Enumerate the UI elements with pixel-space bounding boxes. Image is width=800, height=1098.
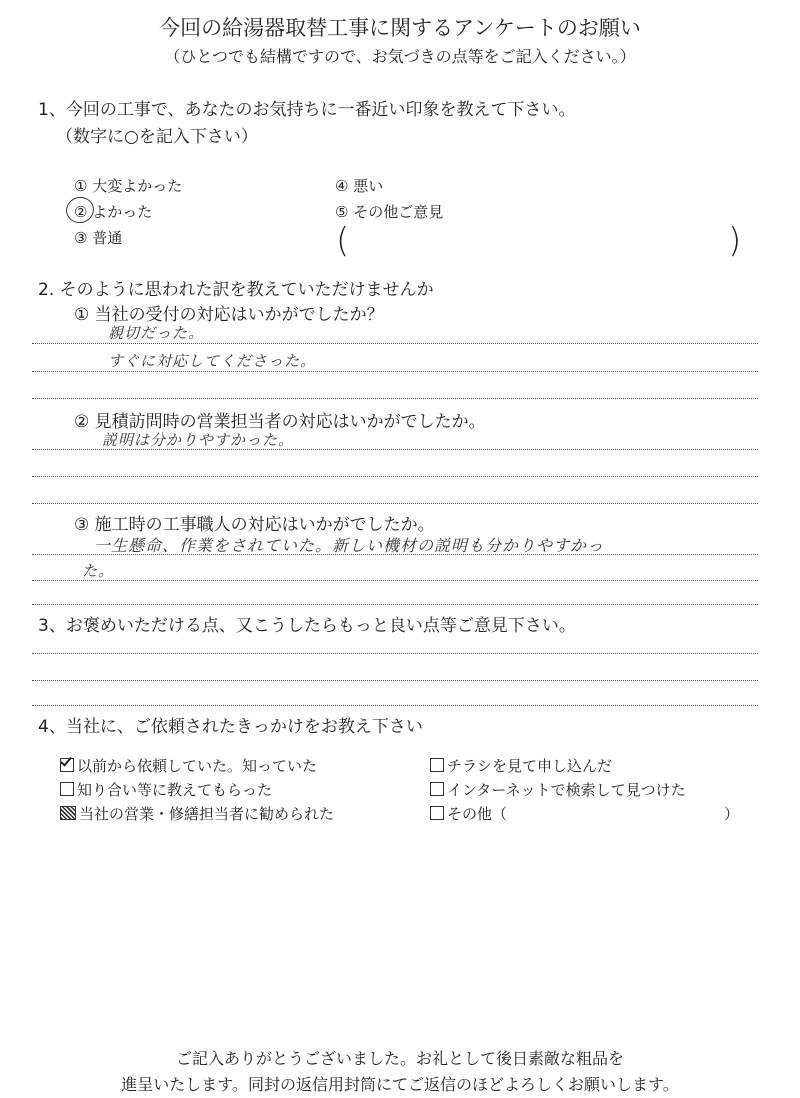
q1-other-open-paren: ( [336, 221, 350, 261]
answer-line [32, 604, 758, 605]
q4-option-flyer[interactable] [430, 755, 612, 776]
answer-line [32, 554, 758, 555]
footer-line1: ご記入ありがとうございました。お礼として後日素敵な粗品を [175, 1049, 624, 1068]
q2-answer1-line2: すぐに対応してくださった。 [108, 352, 317, 370]
q4-option-label: 以前から依頼していた。知っていた [77, 757, 318, 775]
q4-option-previous[interactable] [60, 755, 317, 776]
q2-question: 2. そのように思われた訳を教えていただけませんか [38, 280, 434, 300]
q1-note: （数字に○を記入下さい） [56, 127, 258, 147]
answer-line [32, 449, 758, 450]
answer-line [32, 476, 758, 477]
q4-option-internet[interactable] [430, 779, 686, 800]
q1-option-3[interactable]: ③ 普通 [74, 229, 123, 247]
q4-option-referral[interactable] [60, 779, 272, 800]
q4-option-label: インターネットで検索して見つけた [447, 781, 686, 799]
q2-sub1: ① 当社の受付の対応はいかがでしたか？ [74, 305, 384, 325]
q2-sub2: ② 見積訪問時の営業担当者の対応はいかがでしたか。 [74, 412, 486, 432]
q4-option-sales-rep[interactable] [60, 803, 334, 824]
checkbox-icon[interactable] [60, 782, 74, 796]
q1-option-5[interactable]: ⑤ その他ご意見 [335, 203, 444, 221]
survey-title: 今回の給湯器取替工事に関するアンケートのお願い [159, 16, 641, 40]
q4-other-close-paren: ） [724, 805, 740, 823]
answer-line [32, 371, 758, 372]
answer-line [32, 343, 758, 344]
q2-answer3-line2: た。 [82, 562, 115, 580]
answer-line [32, 580, 758, 581]
survey-subtitle: （ひとつでも結構ですので、お気づきの点等をご記入ください。） [164, 47, 636, 66]
q4-option-label: チラシを見て申し込んだ [447, 757, 613, 775]
answer-line [32, 680, 758, 681]
checkbox-icon[interactable] [430, 758, 444, 772]
q4-question: 4、当社に、ご依頼されたきっかけをお教え下さい [38, 717, 423, 737]
q2-sub3: ③ 施工時の工事職人の対応はいかがでしたか。 [74, 515, 435, 535]
q1-other-close-paren: ) [728, 221, 742, 261]
q2-answer1-line1: 親切だった。 [108, 324, 205, 342]
q3-question: 3、お褒めいただける点、又こうしたらもっと良い点等ご意見下さい。 [38, 616, 576, 636]
q1-option-4[interactable]: ④ 悪い [335, 177, 384, 195]
checkbox-icon[interactable] [430, 806, 444, 820]
q4-option-label: 知り合い等に教えてもらった [77, 781, 273, 799]
answer-line [32, 398, 758, 399]
q4-option-label: 当社の営業・修繕担当者に勧められた [79, 805, 335, 823]
q2-answer3-line1: 一生懸命、作業をされていた。新しい機材の説明も分かりやすかっ [94, 536, 605, 555]
checkbox-icon[interactable] [430, 782, 444, 796]
scribbled-box-icon[interactable] [60, 806, 76, 820]
q2-answer2-line1: 説明は分かりやすかった。 [102, 431, 295, 449]
q1-option-1[interactable]: ① 大変よかった [74, 177, 183, 195]
footer-line2: 進呈いたします。同封の返信用封筒にてご返信のほどよろしくお願いします。 [121, 1075, 679, 1094]
q4-option-other[interactable] [430, 803, 507, 824]
answer-line [32, 653, 758, 654]
checked-box-icon[interactable] [60, 758, 74, 772]
q1-question: 1、今回の工事で、あなたのお気持ちに一番近い印象を教えて下さい。 [38, 100, 576, 120]
answer-line [32, 503, 758, 504]
answer-line [32, 705, 758, 706]
q1-option-2[interactable]: ② よかった [74, 203, 153, 221]
q4-option-label: その他（ [447, 805, 508, 823]
